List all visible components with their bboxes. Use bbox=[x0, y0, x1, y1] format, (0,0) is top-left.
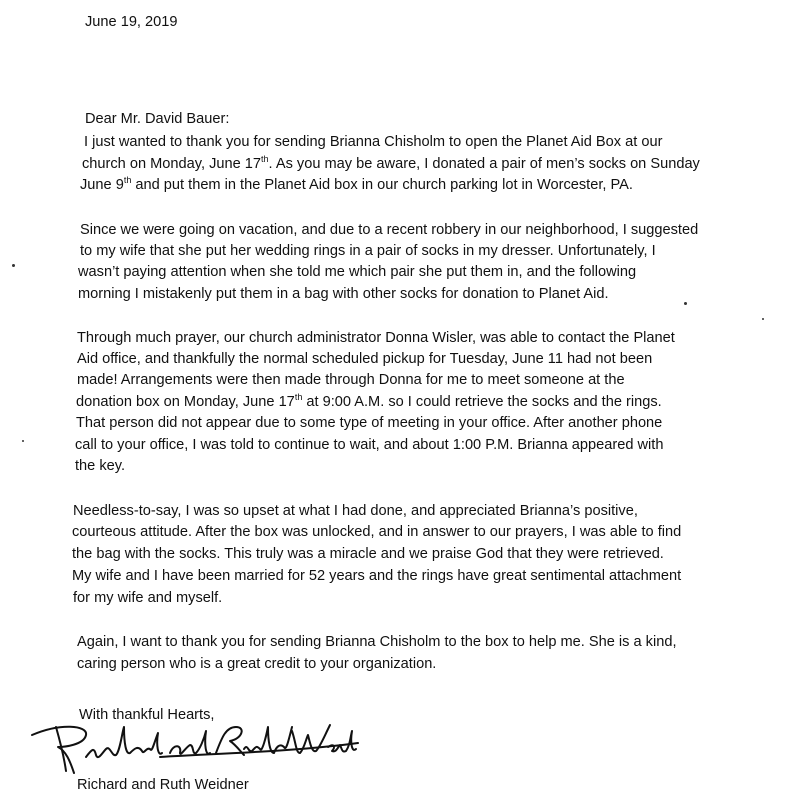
paragraph-3-line-4 bbox=[76, 393, 662, 411]
paragraph-1-line-1: I just wanted to thank you for sending Brianna Chisholm to open the Planet Aid Box at our bbox=[84, 134, 663, 150]
closing: With thankful Hearts, bbox=[79, 707, 215, 723]
handwritten-signature bbox=[30, 713, 360, 779]
paragraph-4-line-3: the bag with the socks. This truly was a miracle and we praise God that they were retrieved. bbox=[72, 546, 664, 562]
paragraph-4-line-4: My wife and I have been married for 52 years and the rings have great sentimental attachment bbox=[72, 568, 682, 584]
paragraph-1-line-2 bbox=[82, 155, 700, 173]
paragraph-3-line-7: the key. bbox=[75, 458, 126, 474]
text-run: donation box on Monday, June 17 bbox=[76, 394, 295, 410]
paragraph-5-line-2: caring person who is a great credit to your organization. bbox=[77, 656, 437, 672]
paragraph-5-line-1: Again, I want to thank you for sending Brianna Chisholm to the box to help me. She is a kind, bbox=[77, 634, 677, 650]
text-run: church on Monday, June 17 bbox=[82, 156, 262, 172]
scan-speck bbox=[762, 318, 764, 320]
ordinal-suffix: th bbox=[123, 175, 132, 185]
scan-speck bbox=[22, 440, 24, 442]
letter-date: June 19, 2019 bbox=[85, 14, 178, 30]
ordinal-suffix: th bbox=[261, 154, 269, 164]
salutation: Dear Mr. David Bauer: bbox=[85, 111, 230, 127]
paragraph-4-line-1: Needless-to-say, I was so upset at what I had done, and appreciated Brianna’s positive, bbox=[73, 503, 638, 519]
signer-name: Richard and Ruth Weidner bbox=[77, 777, 249, 793]
paragraph-3-line-2: Aid office, and thankfully the normal scheduled pickup for Tuesday, June 11 had not been bbox=[77, 351, 653, 367]
text-run: at 9:00 A.M. so I could retrieve the socks and the rings. bbox=[302, 394, 662, 410]
paragraph-3-line-6: call to your office, I was told to continue to wait, and about 1:00 P.M. Brianna appeared with bbox=[75, 437, 664, 453]
paragraph-4-line-2: courteous attitude. After the box was unlocked, and in answer to our prayers, I was able to find bbox=[72, 524, 682, 540]
ordinal-suffix: th bbox=[294, 392, 303, 402]
paragraph-2-line-1: Since we were going on vacation, and due to a recent robbery in our neighborhood, I suggested bbox=[80, 222, 699, 238]
text-run: June 9 bbox=[80, 177, 124, 193]
paragraph-2-line-3: wasn’t paying attention when she told me which pair she put them in, and the following bbox=[78, 264, 637, 280]
scan-speck bbox=[684, 302, 687, 305]
paragraph-2-line-2: to my wife that she put her wedding rings in a pair of socks in my dresser. Unfortunately, I bbox=[80, 243, 656, 259]
paragraph-3-line-1: Through much prayer, our church administrator Donna Wisler, was able to contact the Planet bbox=[77, 330, 675, 346]
paragraph-3-line-3: made! Arrangements were then made through Donna for me to meet someone at the bbox=[77, 372, 625, 388]
paragraph-2-line-4: morning I mistakenly put them in a bag with other socks for donation to Planet Aid. bbox=[78, 286, 609, 302]
text-run: and put them in the Planet Aid box in our church parking lot in Worcester, PA. bbox=[131, 177, 633, 193]
paragraph-3-line-5: That person did not appear due to some type of meeting in your office. After another phone bbox=[76, 415, 663, 431]
text-run: . As you may be aware, I donated a pair of men’s socks on Sunday bbox=[268, 156, 700, 172]
paragraph-4-line-5: for my wife and myself. bbox=[73, 590, 223, 606]
paragraph-1-line-3 bbox=[80, 176, 633, 194]
scan-speck bbox=[12, 264, 15, 267]
